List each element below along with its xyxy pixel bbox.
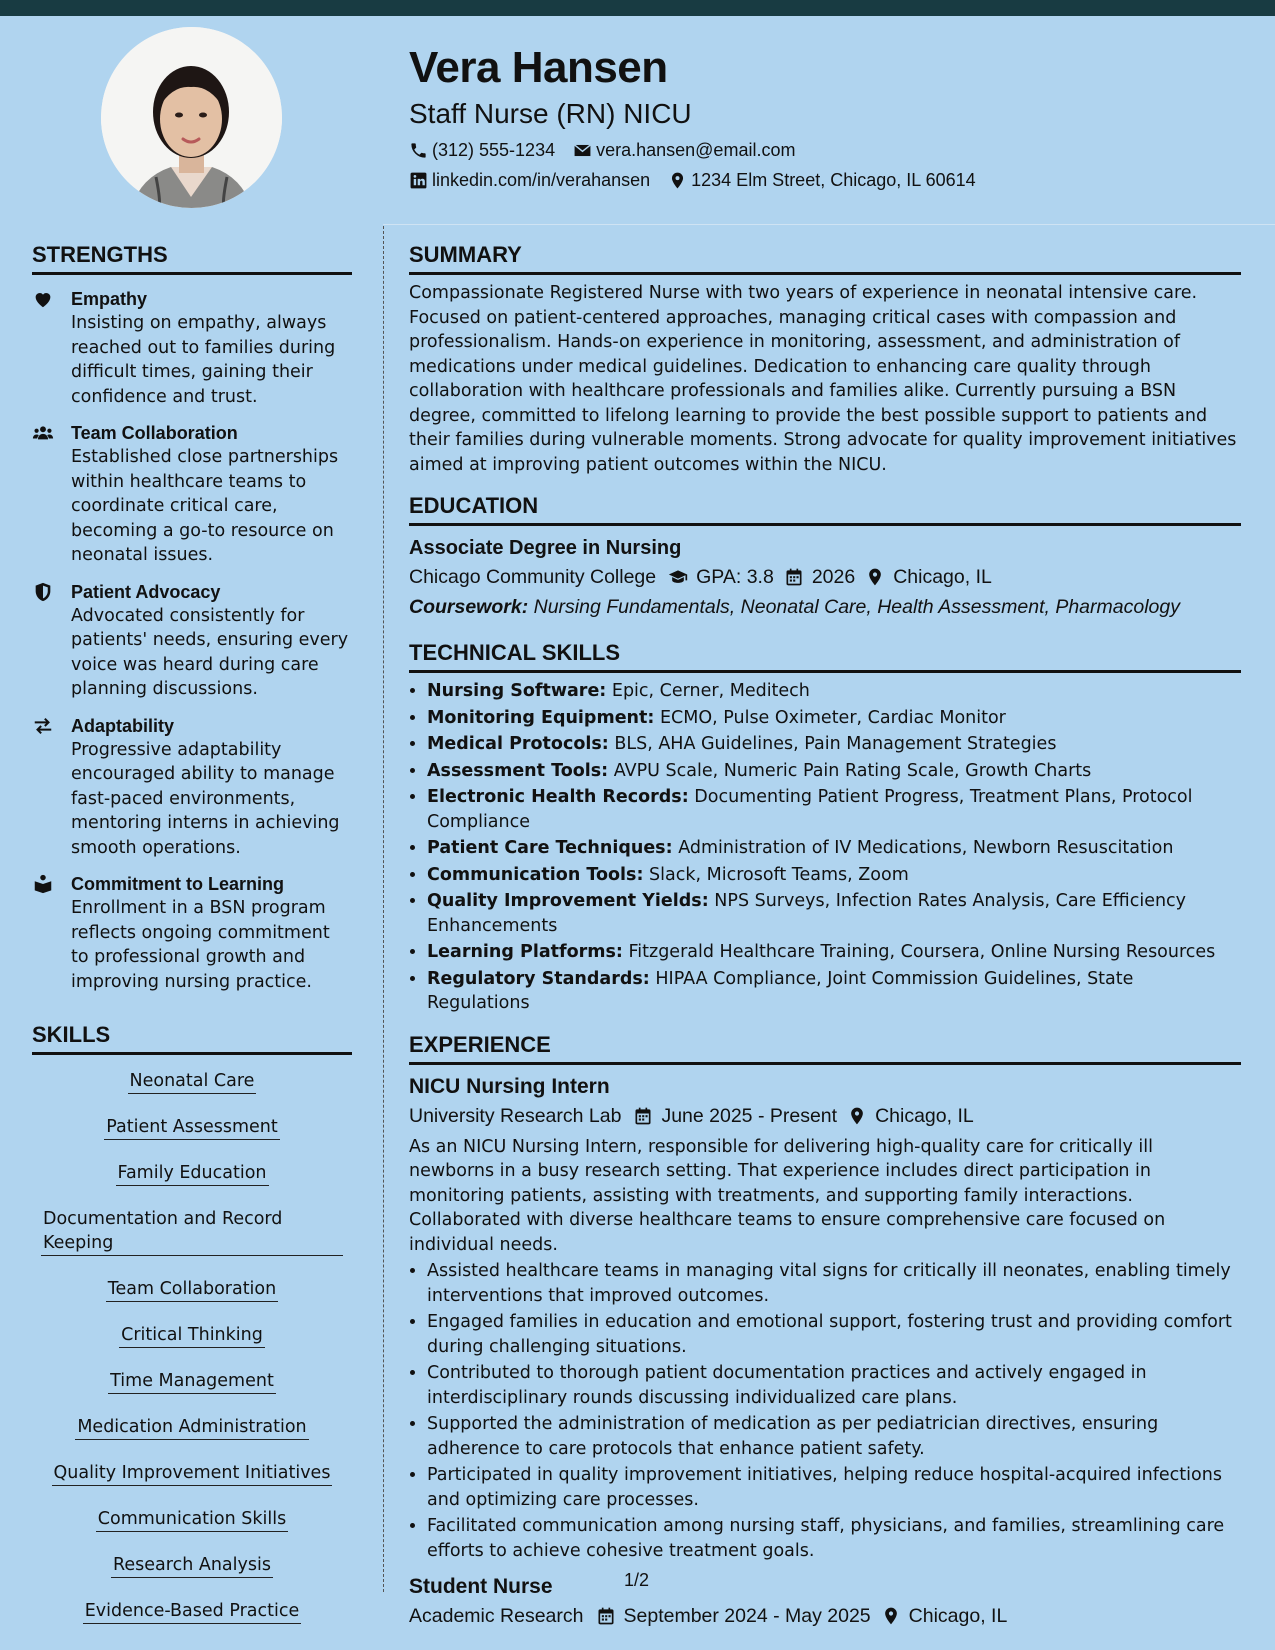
date-range: June 2025 - Present: [661, 1104, 838, 1127]
list-item: • Supported the administration of medication as per pediatrician directives, ensuring adherence to care protocols that enhance patient safety.: [427, 1412, 1241, 1461]
skill-tag: Neonatal Care: [128, 1069, 257, 1094]
list-item: • Contributed to thorough patient documentation practices and actively engaged in interdisciplinary rounds discussing individualized care plans.: [427, 1361, 1241, 1410]
list-item: • Monitoring Equipment: ECMO, Pulse Oximeter, Cardiac Monitor: [427, 706, 1241, 731]
degree-name: Associate Degree in Nursing: [409, 537, 682, 559]
location-pin-icon: [668, 171, 687, 190]
job-title: Staff Nurse (RN) NICU: [409, 98, 692, 129]
linkedin-icon: [409, 171, 428, 190]
gpa: GPA: 3.8: [696, 566, 774, 588]
top-bar: [0, 0, 1275, 16]
list-item: • Patient Care Techniques: Administration of IV Medications, Newborn Resuscitation: [427, 836, 1241, 861]
skill-tag: Documentation and Record Keeping: [41, 1207, 343, 1256]
experience-meta: [409, 1101, 1241, 1131]
strengths-heading: STRENGTHS: [32, 240, 352, 275]
list-item: • Communication Tools: Slack, Microsoft Teams, Zoom: [427, 863, 1241, 888]
right-column: [409, 240, 1241, 1631]
book-reader-icon: [32, 873, 54, 895]
list-item: • Assessment Tools: AVPU Scale, Numeric Pain Rating Scale, Growth Charts: [427, 759, 1241, 784]
resume-header: [409, 40, 994, 192]
education-location: Chicago, IL: [893, 566, 992, 588]
phone-icon: [409, 141, 428, 160]
technical-skills-heading: TECHNICAL SKILLS: [409, 638, 1241, 673]
strength-item: Empathy Insisting on empathy, always reached out to families during difficult times, gaining their confidence and trust.: [32, 287, 352, 409]
graduation-cap-icon: [668, 567, 688, 587]
email[interactable]: vera.hansen@email.com: [573, 138, 795, 162]
list-item: • Assisted healthcare teams in managing vital signs for critically ill neonates, enabling timely interventions that improved outcomes.: [427, 1259, 1241, 1308]
location-pin-icon: [881, 1606, 901, 1626]
skill-tag: Quality Improvement Initiatives: [52, 1461, 333, 1486]
left-column: [32, 240, 352, 1643]
list-item: • Learning Platforms: Fitzgerald Healthcare Training, Coursera, Online Nursing Resources: [427, 940, 1241, 965]
job-bullets: [409, 1259, 1241, 1563]
skill-tag: Time Management: [108, 1369, 276, 1394]
job-location: Chicago, IL: [875, 1104, 974, 1127]
strength-item: Patient Advocacy Advocated consistently for patients' needs, ensuring every voice was heard during care planning discussions.: [32, 580, 352, 702]
skills-heading: SKILLS: [32, 1020, 352, 1055]
users-icon: [32, 422, 54, 444]
contact-row-1: [409, 138, 994, 162]
strength-item: Commitment to Learning Enrollment in a BSN program reflects ongoing commitment to professional growth and improving nursing practice.: [32, 872, 352, 994]
date-range: September 2024 - May 2025: [623, 1605, 871, 1627]
employer: University Research Lab: [409, 1104, 622, 1127]
profile-photo: [101, 27, 282, 208]
graduation-year: 2026: [811, 566, 856, 588]
school-name: Chicago Community College: [409, 566, 657, 588]
candidate-name: Vera Hansen: [409, 43, 668, 92]
summary-text: Compassionate Registered Nurse with two years of experience in neonatal intensive care. Focused on patient-centered approaches, managing critical cases with compassion and professionalism. Hands-on experience in monitoring, assessment, and administration of medications under medical guidelines. Dedication to enhancing care quality through collaboration with healthcare professionals and families alike. Currently pursuing a BSN degree, committed to lifelong learning to provide the best possible support to patients and their families during vulnerable moments. Strong advocate for quality improvement initiatives aimed at improving patient outcomes within the NICU.: [409, 283, 1237, 475]
experience-title: NICU Nursing Intern: [409, 1074, 610, 1098]
shield-icon: [32, 581, 54, 603]
strength-item: Adaptability Progressive adaptability encouraged ability to manage fast-paced environments, mentoring interns in achieving smooth operations.: [32, 714, 352, 861]
calendar-icon: [633, 1106, 653, 1126]
linkedin[interactable]: linkedin.com/in/verahansen: [409, 168, 650, 192]
heart-icon: [32, 288, 54, 310]
header-divider: [383, 224, 1275, 225]
coursework: Coursework: Nursing Fundamentals, Neonatal Care, Health Assessment, Pharmacology: [409, 596, 1180, 618]
skill-tag: Critical Thinking: [119, 1323, 265, 1348]
location-pin-icon: [847, 1106, 867, 1126]
location-pin-icon: [865, 567, 885, 587]
list-item: • Medical Protocols: BLS, AHA Guidelines, Pain Management Strategies: [427, 732, 1241, 757]
list-item: • Nursing Software: Epic, Cerner, Meditech: [427, 679, 1241, 704]
list-item: • Engaged families in education and emotional support, fostering trust and providing comfort during challenging situations.: [427, 1310, 1241, 1359]
list-item: • Quality Improvement Yields: NPS Surveys, Infection Rates Analysis, Care Efficiency Enhancements: [427, 889, 1241, 938]
calendar-icon: [784, 567, 804, 587]
calendar-icon: [596, 1606, 616, 1626]
summary-heading: SUMMARY: [409, 240, 1241, 275]
employer: Academic Research: [409, 1605, 584, 1627]
job-location: Chicago, IL: [908, 1605, 1008, 1627]
job-description: As an NICU Nursing Intern, responsible for delivering high-quality care for critically ill newborns in a busy research setting. That experience includes direct participation in monitoring patients, assisting with treatments, and supporting family interactions. Collaborated with diverse healthcare teams to ensure comprehensive care focused on individual needs.: [409, 1136, 1166, 1255]
experience-title: Student Nurse: [409, 1575, 553, 1598]
education-heading: EDUCATION: [409, 491, 1241, 526]
skill-tag: Patient Assessment: [104, 1115, 279, 1140]
skill-tag: Family Education: [116, 1161, 269, 1186]
list-item: • Facilitated communication among nursing staff, physicians, and families, streamlining care efforts to achieve cohesive treatment goals.: [427, 1514, 1241, 1563]
address: 1234 Elm Street, Chicago, IL 60614: [668, 168, 976, 192]
list-item: • Electronic Health Records: Documenting Patient Progress, Treatment Plans, Protocol Compliance: [427, 785, 1241, 834]
page-number: 1/2: [624, 1570, 650, 1590]
technical-skills-list: [409, 679, 1241, 1016]
skills-list: [32, 1067, 352, 1643]
phone[interactable]: (312) 555-1234: [409, 138, 555, 162]
strength-item: Team Collaboration Established close partnerships within healthcare teams to coordinate critical care, becoming a go-to resource on neonatal issues.: [32, 421, 352, 568]
skill-tag: Research Analysis: [111, 1553, 273, 1578]
envelope-icon: [573, 141, 592, 160]
experience-meta: [409, 1601, 1241, 1631]
skill-tag: Evidence-Based Practice: [83, 1599, 302, 1624]
exchange-icon: [32, 715, 54, 737]
skill-tag: Team Collaboration: [106, 1277, 278, 1302]
list-item: • Regulatory Standards: HIPAA Compliance, Joint Commission Guidelines, State Regulations: [427, 967, 1241, 1016]
skill-tag: Medication Administration: [75, 1415, 308, 1440]
list-item: • Participated in quality improvement initiatives, helping reduce hospital-acquired infections and optimizing care processes.: [427, 1463, 1241, 1512]
skill-tag: Communication Skills: [96, 1507, 288, 1532]
education-meta: [409, 562, 1241, 592]
column-divider: [383, 226, 384, 1592]
experience-heading: EXPERIENCE: [409, 1030, 1241, 1065]
contact-row-2: [409, 168, 994, 192]
